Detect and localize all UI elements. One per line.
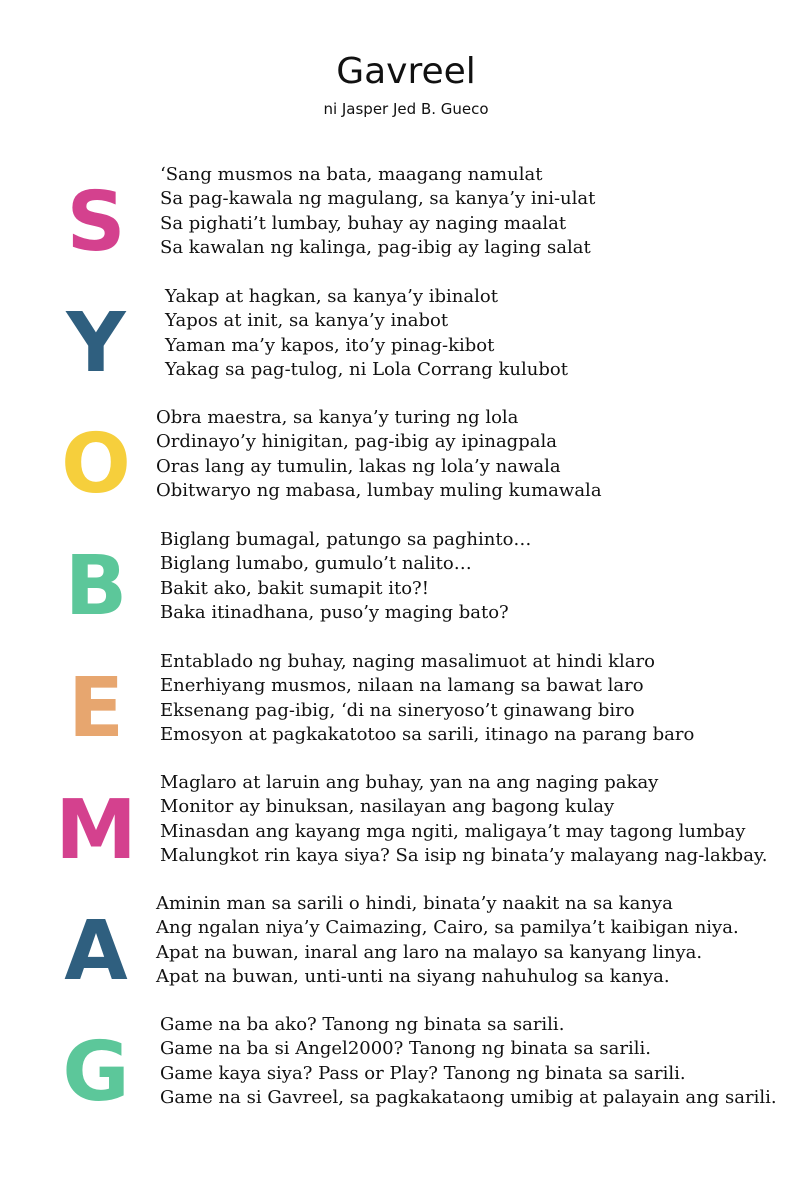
stanza-lines bbox=[160, 771, 767, 868]
poem-line: Entablado ng buhay, naging masalimuot at hindi klaro bbox=[160, 651, 655, 672]
poem-line: Obra maestra, sa kanya’y turing ng lola bbox=[156, 407, 519, 428]
poem-line: Obitwaryo ng mabasa, lumbay muling kumawala bbox=[156, 479, 602, 501]
poem-line: Aminin man sa sarili o hindi, binata’y naakit na sa kanya bbox=[156, 893, 673, 914]
poem-line: Game na ba ako? Tanong ng binata sa sarili. bbox=[160, 1014, 565, 1035]
poem-line: Eksenang pag-ibig, ‘di na sineryoso’t ginawang biro bbox=[160, 699, 635, 721]
poem-line: Yaman ma’y kapos, ito’y pinag-kibot bbox=[165, 334, 495, 356]
acrostic-letter: O bbox=[61, 417, 131, 512]
poem-line: Game na ba si Angel2000? Tanong ng binata sa sarili. bbox=[160, 1038, 651, 1060]
poem-line: Apat na buwan, inaral ang laro na malayo sa kanyang linya. bbox=[156, 941, 703, 963]
poem-line: Enerhiyang musmos, nilaan na lamang sa bawat laro bbox=[160, 675, 644, 697]
poem-line: Biglang bumagal, patungo sa paghinto… bbox=[160, 529, 532, 550]
poem-line: Game na si Gavreel, sa pagkakataong umibig at palayain ang sarili. bbox=[160, 1086, 777, 1108]
acrostic-letter: E bbox=[67, 661, 124, 756]
stanza-lines bbox=[160, 163, 595, 260]
stanza-lines bbox=[160, 528, 531, 625]
acrostic-letter: M bbox=[55, 783, 137, 878]
poem-line: Game kaya siya? Pass or Play? Tanong ng binata sa sarili. bbox=[160, 1062, 686, 1084]
poem-line: Maglaro at laruin ang buhay, yan na ang naging pakay bbox=[160, 772, 659, 793]
stanza-lines bbox=[165, 285, 568, 382]
poem-author: ni Jasper Jed B. Gueco bbox=[323, 100, 489, 118]
poem-line: Yakag sa pag-tulog, ni Lola Corrang kulubot bbox=[165, 358, 568, 380]
acrostic-letter: S bbox=[66, 175, 126, 270]
poem-line: ‘Sang musmos na bata, maagang namulat bbox=[160, 164, 543, 185]
poem-line: Baka itinadhana, puso’y maging bato? bbox=[160, 601, 509, 623]
poem-line: Sa pag-kawala ng magulang, sa kanya’y ini-ulat bbox=[160, 188, 596, 210]
stanza-lines bbox=[160, 650, 694, 747]
poem-line: Oras lang ay tumulin, lakas ng lola’y nawala bbox=[156, 455, 561, 477]
poem-line: Yapos at init, sa kanya’y inabot bbox=[165, 310, 449, 332]
acrostic-letter: G bbox=[62, 1025, 130, 1120]
poem-line: Sa kawalan ng kalinga, pag-ibig ay laging salat bbox=[160, 236, 591, 258]
acrostic-letter: B bbox=[64, 539, 128, 634]
acrostic-letter: Y bbox=[66, 296, 126, 391]
poem-title: Gavreel bbox=[336, 51, 476, 92]
poem-line: Monitor ay binuksan, nasilayan ang bagong kulay bbox=[160, 796, 615, 818]
stanza-lines bbox=[160, 1013, 777, 1110]
poem-line: Bakit ako, bakit sumapit ito?! bbox=[160, 577, 429, 599]
poem-line: Yakap at hagkan, sa kanya’y ibinalot bbox=[165, 286, 498, 307]
poem-line: Ang ngalan niya’y Caimazing, Cairo, sa pamilya’t kaibigan niya. bbox=[156, 917, 739, 939]
acrostic-letter: A bbox=[64, 904, 128, 999]
poem-line: Ordinayo’y hinigitan, pag-ibig ay ipinagpala bbox=[156, 431, 557, 453]
stanza-lines bbox=[156, 892, 739, 989]
poem-line: Emosyon at pagkakatotoo sa sarili, itinago na parang baro bbox=[160, 723, 695, 745]
stanza-lines bbox=[156, 406, 602, 503]
poem-line: Sa pighati’t lumbay, buhay ay naging maalat bbox=[160, 212, 567, 234]
poem-line: Biglang lumabo, gumulo’t nalito… bbox=[160, 553, 472, 575]
poem-line: Minasdan ang kayang mga ngiti, maligaya’t may tagong lumbay bbox=[160, 820, 746, 842]
poem-line: Malungkot rin kaya siya? Sa isip ng binata’y malayang nag-lakbay. bbox=[160, 844, 768, 866]
poem-line: Apat na buwan, unti-unti na siyang nahuhulog sa kanya. bbox=[156, 965, 670, 987]
